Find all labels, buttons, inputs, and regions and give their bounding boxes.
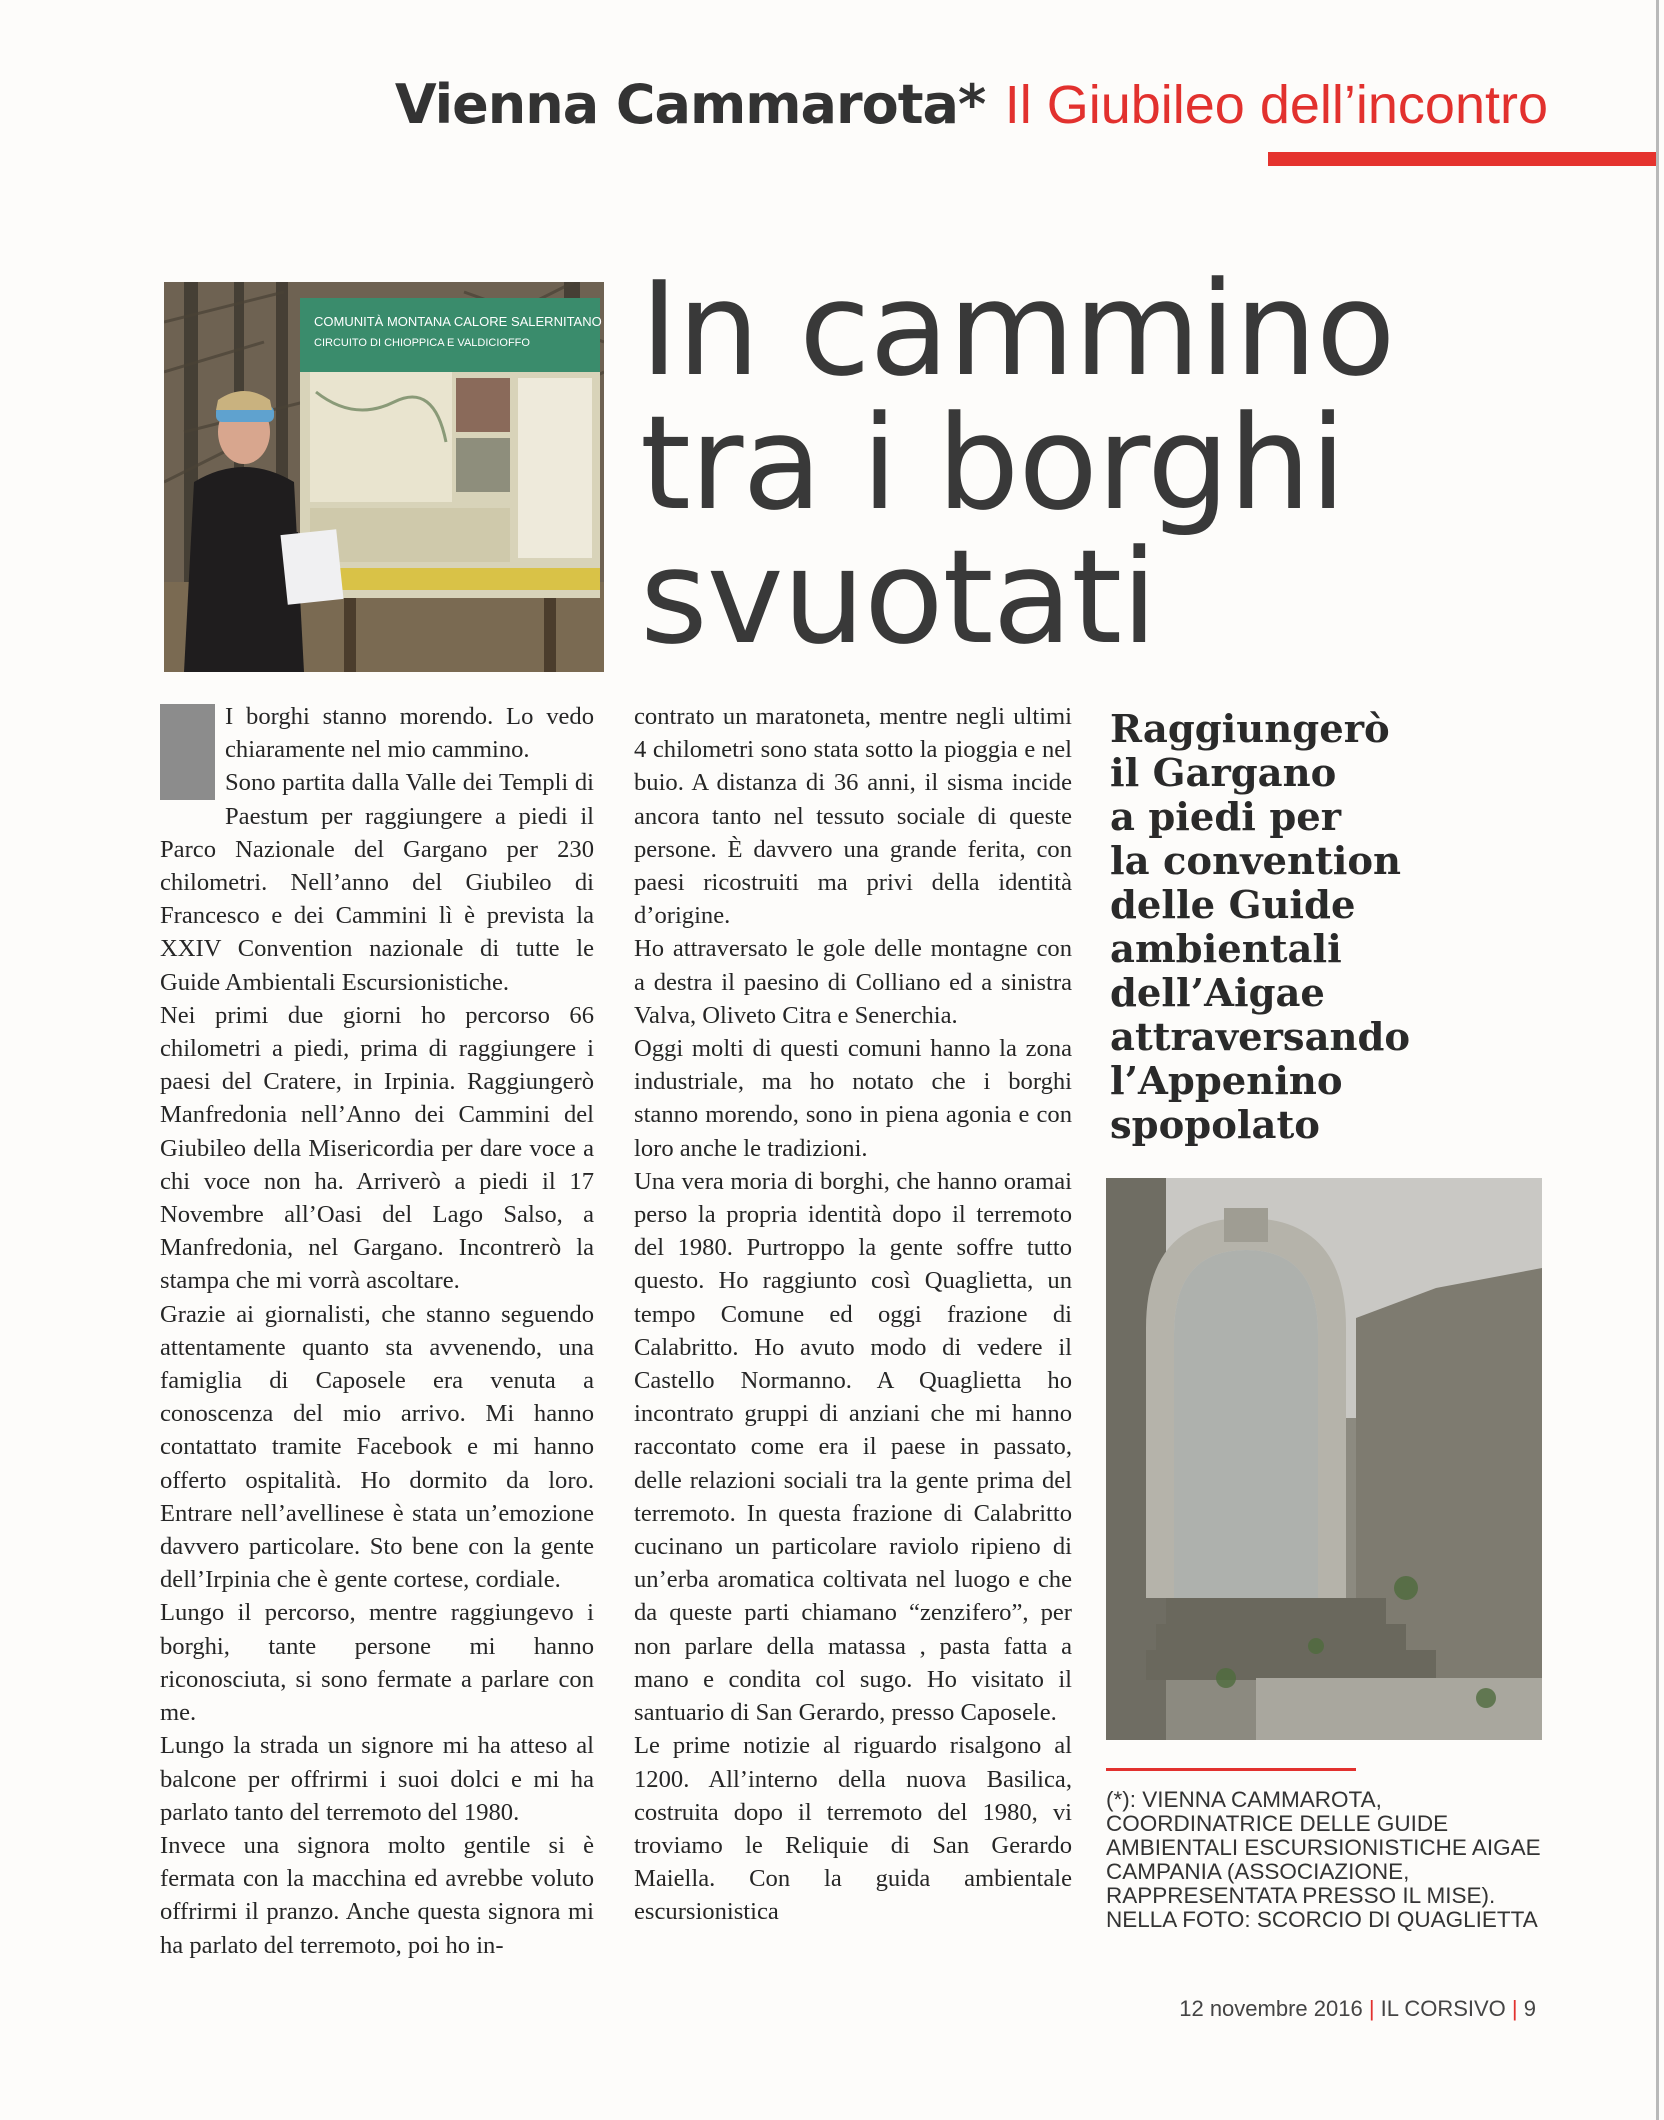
- photo-caption: [1106, 1788, 1546, 1932]
- pullquote-line: attraversando: [1110, 1015, 1411, 1060]
- pullquote-line: la convention: [1110, 839, 1402, 884]
- pullquote-line: l’Appenino: [1110, 1059, 1343, 1104]
- pullquote-line: il Gargano: [1110, 751, 1337, 796]
- pullquote-line: ambientali: [1110, 927, 1342, 972]
- footer-separator: |: [1511, 1996, 1518, 2021]
- pullquote-line: dell’Aigae: [1110, 971, 1325, 1016]
- paragraph: Grazie ai giornalisti, che stanno seguendo attentamente quanto sta avvenendo, una famiglia di Caposele era venuta a conoscenza del mio arrivo. Mi hanno contattato tramite Facebook e mi hanno offerto ospitalità. Ho dormito da loro. Entrare nell’avellinese è stata un’emozione davvero particolare. Sto bene con la gente dell’Irpinia che è gente cortese, cordiale.: [160, 1300, 594, 1594]
- page-edge: [1656, 0, 1659, 2120]
- page-number: 9: [1523, 1996, 1536, 2021]
- paragraph: Lungo il percorso, mentre raggiungevo i borghi, tante persone mi hanno riconosciuta, si sono fermate a parlare con me.: [160, 1599, 594, 1727]
- caption-line: (*): VIENNA CAMMAROTA,: [1106, 1787, 1382, 1812]
- paragraph: Lungo la strada un signore mi ha atteso al balcone per offrirmi i suoi dolci e mi ha parlato tanto del terremoto del 1980.: [160, 1732, 594, 1826]
- title-line: In cammino: [640, 253, 1395, 405]
- sign-text-line1: COMUNITÀ MONTANA CALORE SALERNITANO: [314, 314, 602, 329]
- header-author: Vienna Cammarota*: [394, 73, 986, 136]
- pull-quote: [1110, 708, 1540, 1148]
- paragraph: Ho attraversato le gole delle montagne con a destra il paesino di Colliano ed a sinistra Valva, Oliveto Citra e Senerchia.: [634, 935, 1072, 1029]
- paragraph: contrato un maratoneta, mentre negli ultimi 4 chilometri sono stata sotto la pioggia e nel buio. A distanza di 36 anni, il sisma incide ancora tanto nel tessuto sociale di queste persone. È davvero una grande ferita, con paesi ricostruiti ma privi della identità d’origine.: [634, 703, 1072, 930]
- paragraph: Sono partita dalla Valle dei Templi di Paestum per raggiungere a piedi il Parco Nazionale del Gargano per 230 chilometri. Nell’anno del Giubileo di Francesco e dei Cammini lì è prevista la XXIV Convention nazionale di tutte le Guide Ambientali Escursionistiche.: [160, 769, 594, 996]
- paragraph: Oggi molti di questi comuni hanno la zona industriale, ma ho notato che i borghi stanno morendo, sono in piena agonia e con loro anche le tradizioni.: [634, 1035, 1072, 1162]
- footer-publication: IL CORSIVO: [1380, 1996, 1506, 2021]
- pullquote-line: a piedi per: [1110, 795, 1342, 840]
- article-column-2: [634, 700, 1072, 1929]
- title-line: tra i borghi: [640, 387, 1346, 539]
- page-header: [395, 70, 1548, 140]
- drop-cap-block: [160, 704, 215, 800]
- footer-date: 12 novembre 2016: [1179, 1996, 1363, 2021]
- paragraph: Le prime notizie al riguardo risalgono al 1200. All’interno della nuova Basilica, costruita dopo il terremoto del 1980, vi troviamo le Reliquie di San Gerardo Maiella. Con la guida ambientale escursionistica: [634, 1732, 1072, 1926]
- pullquote-line: spopolato: [1110, 1103, 1320, 1148]
- caption-line: RAPPRESENTATA PRESSO IL MISE).: [1106, 1883, 1496, 1908]
- paragraph: I borghi stanno morendo. Lo vedo chiaramente nel mio cammino.: [225, 703, 594, 764]
- caption-line: CAMPANIA (ASSOCIAZIONE,: [1106, 1859, 1410, 1884]
- photo-stone-arch: [1106, 1178, 1542, 1740]
- header-red-rule: [1268, 152, 1656, 166]
- article-column-1: [160, 700, 594, 1962]
- title-line: svuotati: [640, 521, 1157, 673]
- pullquote-line: delle Guide: [1110, 883, 1356, 928]
- page-footer: [1179, 1996, 1536, 2022]
- paragraph: Una vera moria di borghi, che hanno oramai perso la propria identità dopo il terremoto del 1980. Purtroppo la gente soffre tutto questo. Ho raggiunto così Quaglietta, un tempo Comune ed oggi frazione di Calabritto. Ho avuto modo di vedere il Castello Normanno. A Quaglietta ho incontrato gruppi di anziani che mi hanno raccontato come era il paese in passato, delle relazioni sociali tra la gente prima del terremoto. In questa frazione di Calabritto cucinano un particolare raviolo ripieno di un’erba aromatica coltivata nel luogo e che da queste parti chiamano “zenzifero”, per non parlare della matassa , pasta fatta a mano e condita col sugo. Ho visitato il santuario di San Gerardo, presso Caposele.: [634, 1167, 1072, 1727]
- pullquote-line: Raggiungerò: [1110, 707, 1390, 752]
- caption-line: NELLA FOTO: SCORCIO DI QUAGLIETTA: [1106, 1907, 1538, 1932]
- caption-red-rule: [1106, 1768, 1356, 1771]
- article-title: [640, 253, 1400, 673]
- photo-hiker-sign: [164, 282, 604, 672]
- paragraph: Invece una signora molto gentile si è fermata con la macchina ed avrebbe voluto offrirmi il pranzo. Anche questa signora mi ha parlato del terremoto, poi ho in-: [160, 1831, 594, 1959]
- caption-line: AMBIENTALI ESCURSIONISTICHE AIGAE: [1106, 1835, 1541, 1860]
- header-section: Il Giubileo dell’incontro: [1004, 75, 1548, 135]
- caption-line: COORDINATRICE DELLE GUIDE: [1106, 1811, 1449, 1836]
- paragraph: Nei primi due giorni ho percorso 66 chilometri a piedi, prima di raggiungere i paesi del Cratere, in Irpinia. Raggiungerò Manfredonia nell’Anno dei Cammini del Giubileo della Misericordia per dare voce a chi voce non ha. Arriverò a piedi il 17 Novembre all’Oasi del Lago Salso, a Manfredonia, nel Gargano. Incontrerò la stampa che mi vorrà ascoltare.: [160, 1001, 594, 1295]
- footer-separator: |: [1368, 1996, 1375, 2021]
- sign-text-line2: CIRCUITO DI CHIOPPICA E VALDICIOFFO: [314, 337, 530, 349]
